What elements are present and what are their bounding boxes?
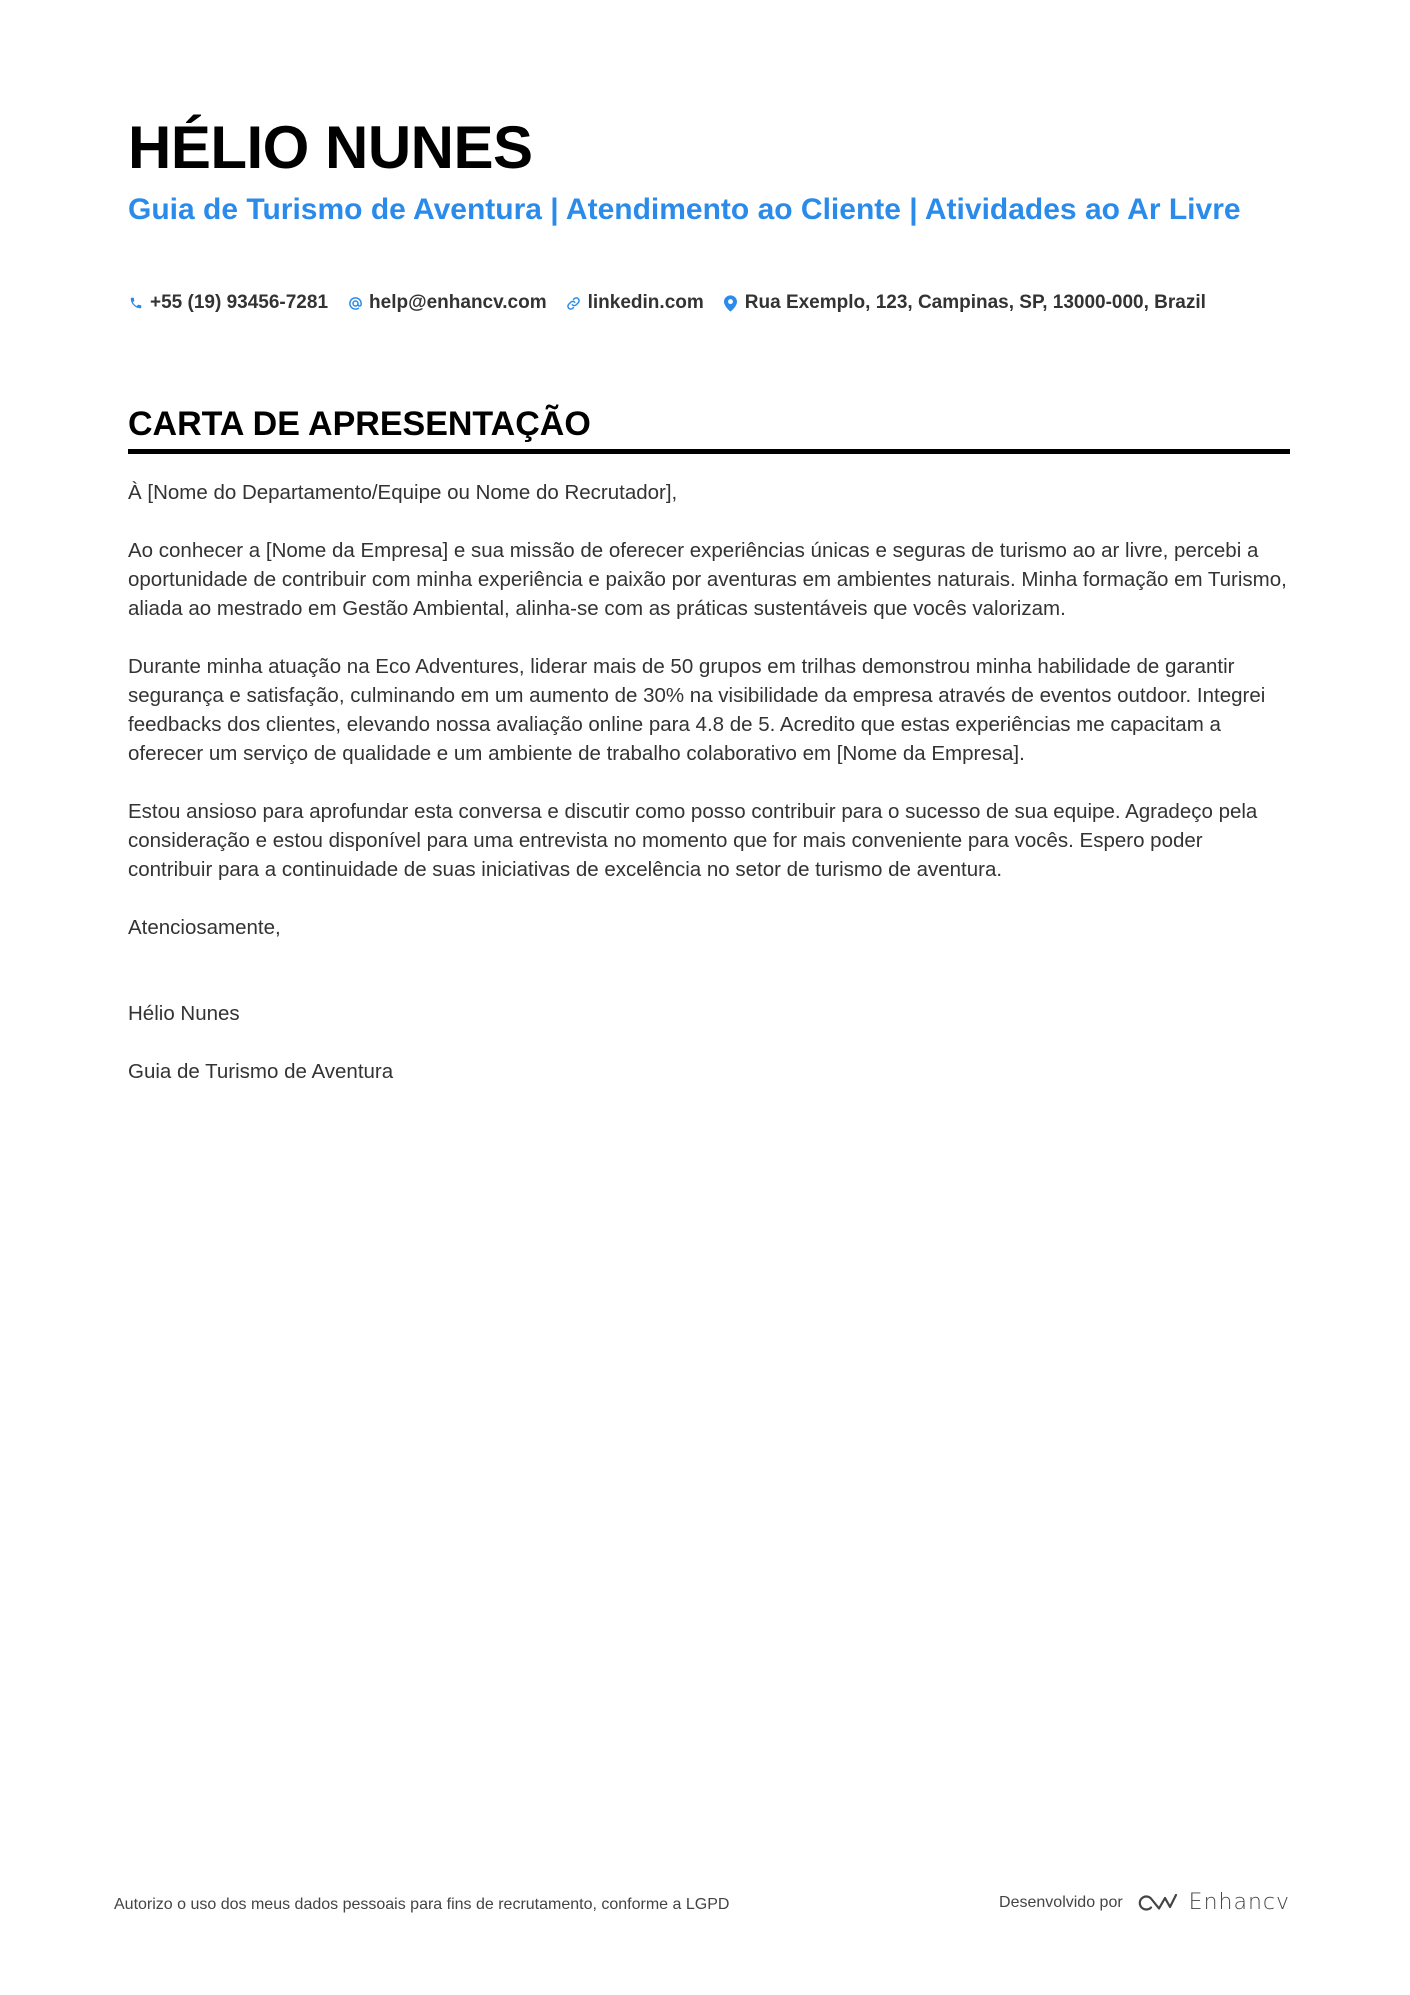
letter-body bbox=[128, 478, 1290, 1115]
letter-salutation: À [Nome do Departamento/Equipe ou Nome do Recrutador], bbox=[128, 481, 678, 504]
contact-phone[interactable] bbox=[128, 292, 328, 314]
brand-name: Enhancv bbox=[1188, 1890, 1290, 1915]
letter-paragraph: Ao conhecer a [Nome da Empresa] e sua missão de oferecer experiências únicas e seguras de turismo ao ar livre, percebi a oportunidade de contribuir com minha experiência e paixão por aventuras em ambientes naturais. Minha formação em Turismo, aliada ao mestrado em Gestão Ambiental, alinha-se com as práticas sustentáveis que vocês valorizam. bbox=[128, 539, 1287, 620]
signature-name: Hélio Nunes bbox=[128, 1002, 240, 1025]
footer-branding[interactable] bbox=[999, 1890, 1290, 1915]
contact-email[interactable] bbox=[347, 292, 547, 314]
letter-paragraph: Durante minha atuação na Eco Adventures, liderar mais de 50 grupos em trilhas demonstrou minha habilidade de garantir segurança e satisfação, culminando em um aumento de 30% na visibilidade da empresa através de eventos outdoor. Integrei feedbacks dos clientes, elevando nossa avaliação online para 4.8 de 5. Acredito que estas experiências me capacitam a oferecer um serviço de qualidade e um ambiente de trabalho colaborativo em [Nome da Empresa]. bbox=[128, 655, 1266, 765]
footer-consent: Autorizo o uso dos meus dados pessoais para fins de recrutamento, conforme a LGPD bbox=[114, 1896, 730, 1913]
contact-bar bbox=[128, 292, 1225, 314]
candidate-headline: Guia de Turismo de Aventura | Atendimento ao Cliente | Atividades ao Ar Livre bbox=[128, 193, 1241, 226]
contact-email-text: help@enhancv.com bbox=[369, 292, 547, 313]
letter-paragraph: Estou ansioso para aprofundar esta conversa e discutir como posso contribuir para o sucesso de sua equipe. Agradeço pela consideração e estou disponível para uma entrevista no momento que for mais conveniente para vocês. Espero poder contribuir para a continuidade de suas iniciativas de excelência no setor de turismo de aventura. bbox=[128, 800, 1258, 881]
page-footer bbox=[114, 1890, 1290, 1920]
phone-icon bbox=[128, 294, 144, 312]
contact-address-text: Rua Exemplo, 123, Campinas, SP, 13000-000, Brazil bbox=[744, 292, 1206, 313]
letter-closing: Atenciosamente, bbox=[128, 916, 281, 939]
enhancv-logo-icon bbox=[1135, 1891, 1179, 1915]
location-pin-icon bbox=[723, 294, 739, 312]
contact-linkedin[interactable] bbox=[566, 292, 704, 314]
at-icon bbox=[347, 294, 363, 312]
candidate-name: HÉLIO NUNES bbox=[128, 114, 533, 181]
signature-title: Guia de Turismo de Aventura bbox=[128, 1060, 394, 1083]
contact-linkedin-text: linkedin.com bbox=[587, 292, 704, 313]
contact-phone-text: +55 (19) 93456-7281 bbox=[150, 292, 329, 313]
contact-address bbox=[723, 292, 1206, 314]
section-title-cover-letter: CARTA DE APRESENTAÇÃO bbox=[128, 402, 1290, 454]
link-icon bbox=[566, 294, 582, 312]
powered-by-label: Desenvolvido por bbox=[999, 1893, 1123, 1911]
